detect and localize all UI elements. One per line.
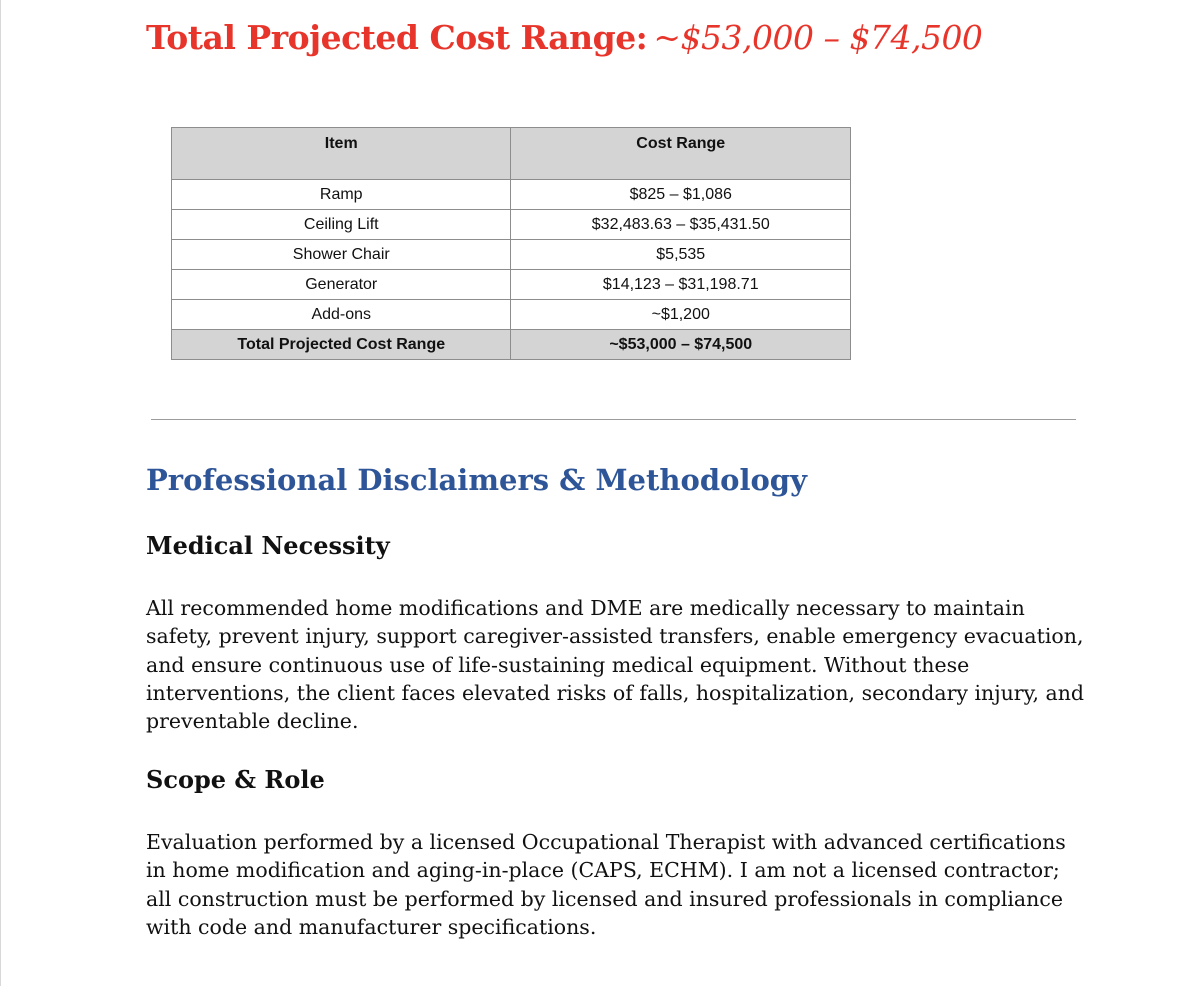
cell-item: Add-ons xyxy=(172,300,511,330)
total-cost-range: ~$53,000 – $74,500 xyxy=(653,18,983,57)
cell-item: Generator xyxy=(172,270,511,300)
table-row xyxy=(172,300,851,330)
cell-cost: ~$1,200 xyxy=(511,300,851,330)
medical-necessity-heading: Medical Necessity xyxy=(146,531,390,560)
scope-role-paragraph: Evaluation performed by a licensed Occupational Therapist with advanced certifications in home modification and aging-in-place (CAPS, ECHM). I am not a licensed contractor; all construction must be performed by licensed and insured professionals in compliance with code and manufacturer specifications. xyxy=(146,830,1066,939)
table-row xyxy=(172,270,851,300)
table-header-row xyxy=(172,128,851,180)
cell-item: Ceiling Lift xyxy=(172,210,511,240)
total-row-cost: ~$53,000 – $74,500 xyxy=(511,330,851,360)
section-divider xyxy=(151,419,1076,420)
disclaimers-section-title: Professional Disclaimers & Methodology xyxy=(146,463,807,497)
cell-cost: $32,483.63 – $35,431.50 xyxy=(511,210,851,240)
medical-necessity-paragraph: All recommended home modifications and DME are medically necessary to maintain safety, prevent injury, support caregiver-assisted transfers, enable emergency evacuation, and ensure continuous use of life-sustaining medical equipment. Without these interventions, the client faces elevated risks of falls, hospitalization, secondary injury, and preventable decline. xyxy=(146,596,1085,734)
table-row xyxy=(172,180,851,210)
total-cost-heading xyxy=(146,18,982,57)
cell-item: Ramp xyxy=(172,180,511,210)
column-header-item: Item xyxy=(172,128,511,180)
table-row xyxy=(172,240,851,270)
table-row xyxy=(172,210,851,240)
column-header-cost-range: Cost Range xyxy=(511,128,851,180)
cell-item: Shower Chair xyxy=(172,240,511,270)
scope-role-heading: Scope & Role xyxy=(146,765,325,794)
cost-table xyxy=(171,127,851,360)
total-cost-label: Total Projected Cost Range: xyxy=(146,18,648,57)
cell-cost: $825 – $1,086 xyxy=(511,180,851,210)
total-row-label: Total Projected Cost Range xyxy=(172,330,511,360)
cell-cost: $5,535 xyxy=(511,240,851,270)
cell-cost: $14,123 – $31,198.71 xyxy=(511,270,851,300)
page-edge-divider xyxy=(0,0,1,986)
table-total-row xyxy=(172,330,851,360)
